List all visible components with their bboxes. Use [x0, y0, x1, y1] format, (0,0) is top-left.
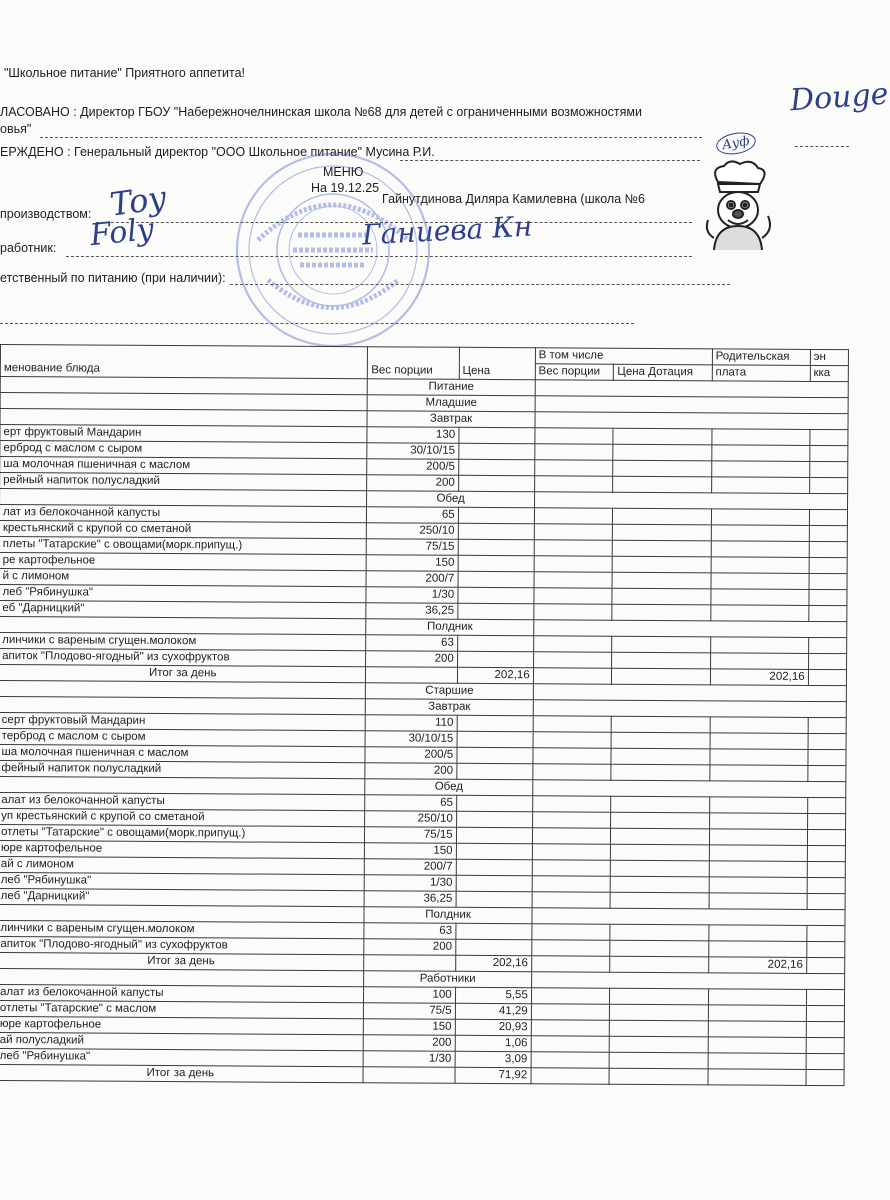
dish-name: апиток "Плодово-ягодный" из сухофруктов: [0, 648, 366, 666]
subsidy-price: [610, 956, 708, 973]
energy-value: [809, 589, 847, 605]
included-weight: [531, 1020, 610, 1036]
price: 202,16: [457, 667, 533, 683]
price: [458, 507, 534, 523]
section-label: Завтрак: [367, 411, 534, 428]
price: [458, 443, 534, 459]
price: [457, 747, 533, 763]
parent-payment: [710, 749, 808, 766]
subsidy-price: [613, 460, 711, 477]
subsidy-price: [612, 636, 710, 653]
parent-payment: [711, 525, 809, 542]
included-weight: [532, 796, 611, 812]
subsidy-price: [612, 652, 710, 669]
section-label: Обед: [365, 779, 532, 796]
portion-weight: 200: [367, 475, 458, 492]
portion-weight: 1/30: [365, 875, 456, 892]
dish-name: линчики с вареным сгущен.молоком: [0, 920, 364, 938]
portion-weight: [364, 955, 455, 972]
section-label: Полдник: [366, 619, 533, 636]
included-weight: [534, 508, 613, 524]
subsidy-price: [610, 940, 708, 957]
subsidy-price: [613, 572, 711, 589]
energy-value: [809, 509, 847, 525]
price: [458, 603, 534, 619]
portion-weight: 200: [364, 1035, 455, 1052]
parent-payment: 202,16: [710, 669, 808, 686]
section-label: Полдник: [364, 907, 531, 924]
price: [458, 539, 534, 555]
portion-weight: 250/10: [365, 811, 456, 828]
portion-weight: 150: [364, 1019, 455, 1036]
included-weight: [534, 476, 613, 492]
section-label: Питание: [368, 379, 535, 396]
worker-signature-second: Ганиева Кн: [361, 209, 534, 252]
parent-payment: [710, 733, 808, 750]
dish-name: крестьянский с крупой со сметаной: [0, 520, 367, 538]
parent-payment: [711, 445, 809, 462]
portion-weight: 200/7: [365, 859, 456, 876]
total-label: Итог за день: [0, 952, 364, 970]
subsidy-price: [611, 828, 709, 845]
energy-value: [806, 957, 844, 973]
dish-name: еб "Дарницкий": [0, 600, 366, 618]
subsidy-price: [611, 748, 709, 765]
portion-weight: 30/10/15: [365, 731, 456, 748]
energy-value: [808, 605, 846, 621]
section-fill: [532, 908, 845, 926]
parent-payment: [709, 845, 807, 862]
portion-weight: 75/5: [364, 1003, 455, 1020]
dish-name: апиток "Плодово-ягодный" из сухофруктов: [0, 936, 364, 954]
dish-name: й с лимоном: [0, 568, 366, 586]
dish-name: алат из белокочанной капусты: [0, 984, 364, 1002]
section-label: Младшие: [367, 395, 534, 412]
price: 20,93: [455, 1019, 531, 1035]
energy-value: [808, 653, 846, 669]
included-weight: [532, 828, 611, 844]
parent-payment: [712, 429, 810, 446]
subsidy-price: [613, 540, 711, 557]
dish-name: леб "Дарницкий": [0, 888, 365, 906]
confirmed-line: ЕРЖДЕНО : Генеральный директор "ООО Школьное питание" Мусина Р.И.: [0, 145, 435, 159]
price: 71,92: [455, 1067, 531, 1083]
portion-weight: 110: [366, 715, 457, 732]
energy-value: [806, 1037, 844, 1053]
energy-value: [806, 941, 844, 957]
worker-label: работник:: [0, 241, 57, 255]
parent-payment: [711, 589, 809, 606]
subsidy-price: [610, 1020, 708, 1037]
parent-payment: [710, 765, 808, 782]
energy-value: [809, 541, 847, 557]
section-fill: [532, 780, 845, 798]
portion-weight: 200: [366, 651, 457, 668]
director-signature: Douge: [788, 76, 890, 119]
dish-name: юре картофельное: [0, 840, 365, 858]
section-fill: [535, 380, 848, 398]
chef-cartoon-image: [700, 160, 775, 260]
subsidy-price: [612, 716, 710, 733]
included-weight: [533, 652, 612, 668]
included-weight: [532, 812, 611, 828]
included-weight: [533, 748, 612, 764]
price: [456, 859, 532, 875]
section-fill: [535, 396, 848, 414]
included-weight: [534, 524, 613, 540]
subsidy-price: [613, 476, 711, 493]
parent-payment: [710, 653, 808, 670]
portion-weight: 1/30: [363, 1051, 454, 1068]
included-weight: [533, 764, 612, 780]
energy-value: [809, 557, 847, 573]
total-label: Итог за день: [0, 664, 366, 682]
dish-name: леб "Рябинушка": [0, 584, 366, 602]
portion-weight: 150: [365, 843, 456, 860]
portion-weight: 75/15: [365, 827, 456, 844]
included-weight: [535, 428, 614, 444]
dish-name: отлеты "Татарские" с овощами(морк.припущ.): [0, 824, 365, 842]
included-weight: [531, 1004, 610, 1020]
column-header-weight: Вес порции: [368, 347, 460, 380]
dish-name: отлеты "Татарские" с маслом: [0, 1000, 364, 1018]
included-weight: [532, 892, 611, 908]
parent-payment: [711, 477, 809, 494]
price: 3,09: [455, 1051, 531, 1067]
dish-name: лат из белокочанной капусты: [0, 505, 367, 523]
column-header-energy: эн: [810, 349, 848, 365]
parent-payment: [708, 1021, 806, 1038]
dish-name: рейный напиток полусладкий: [0, 473, 367, 491]
price: [456, 843, 532, 859]
price: [456, 795, 532, 811]
parent-payment: [708, 1069, 806, 1086]
price: [456, 891, 532, 907]
included-weight: [533, 716, 612, 732]
column-header-parent-pay-2: плата: [712, 365, 810, 382]
dish-name: плеты "Татарские" с овощами(морк.припущ.): [0, 536, 367, 554]
portion-weight: 200/5: [367, 459, 458, 476]
dish-name: линчики с вареным сгущен.молоком: [0, 632, 366, 650]
portion-weight: 200: [365, 763, 456, 780]
portion-weight: 75/15: [367, 539, 458, 556]
price: [458, 459, 534, 475]
subsidy-price: [610, 1036, 708, 1053]
portion-weight: 30/10/15: [367, 443, 458, 460]
parent-payment: [708, 1053, 806, 1070]
dish-name: фейный напиток полусладкий: [0, 760, 365, 778]
included-weight: [534, 604, 613, 620]
price: [456, 875, 532, 891]
parent-payment: [711, 461, 809, 478]
section-fill: [531, 972, 844, 990]
parent-payment: [709, 813, 807, 830]
subsidy-price: [612, 668, 710, 685]
price: 5,55: [455, 987, 531, 1003]
dish-name: ай полусладкий: [0, 1032, 364, 1050]
price: [458, 555, 534, 571]
parent-payment: [711, 557, 809, 574]
included-weight: [533, 668, 612, 684]
energy-value: [806, 989, 844, 1005]
price: 1,06: [455, 1035, 531, 1051]
included-weight: [533, 732, 612, 748]
responsible-label: етственный по питанию (при наличии):: [0, 271, 226, 285]
column-header-price: Цена: [459, 347, 535, 379]
section-fill: [533, 700, 846, 718]
included-weight: [534, 460, 613, 476]
confirmed-signature-line: [400, 160, 700, 161]
energy-value: [808, 669, 846, 685]
price: [457, 731, 533, 747]
energy-value: [810, 429, 848, 445]
included-weight: [534, 540, 613, 556]
dish-name: серт фруктовый Мандарин: [0, 712, 366, 730]
energy-value: [807, 797, 845, 813]
portion-weight: [363, 1067, 454, 1084]
dish-name: ерброд с маслом с сыром: [0, 441, 367, 459]
included-weight: [532, 860, 611, 876]
portion-weight: 130: [367, 427, 458, 444]
included-weight: [532, 876, 611, 892]
subsidy-price: [611, 860, 709, 877]
subsidy-price: [610, 988, 708, 1005]
parent-payment: [708, 941, 806, 958]
dish-name: ай с лимоном: [0, 856, 365, 874]
subsidy-price: [611, 892, 709, 909]
energy-value: [807, 861, 845, 877]
energy-value: [807, 877, 845, 893]
price: [457, 635, 533, 651]
price: [457, 715, 533, 731]
subsidy-price: [612, 588, 710, 605]
energy-value: [808, 717, 846, 733]
portion-weight: 36,25: [366, 603, 457, 620]
production-signature: Toy: [107, 178, 169, 224]
menu-title: МЕНЮ: [323, 165, 364, 179]
parent-payment: [708, 989, 806, 1006]
parent-payment: [710, 717, 808, 734]
production-label: производством:: [0, 207, 92, 221]
price: [458, 571, 534, 587]
section-label: Старшие: [366, 683, 533, 700]
subsidy-price: [611, 812, 709, 829]
included-weight: [532, 844, 611, 860]
subsidy-price: [611, 796, 709, 813]
parent-payment: [709, 829, 807, 846]
included-weight: [534, 588, 613, 604]
parent-payment: [709, 925, 807, 942]
price: [457, 763, 533, 779]
energy-value: [807, 845, 845, 861]
parent-payment: [709, 893, 807, 910]
price: [458, 475, 534, 491]
approved-line-continued: овья": [0, 122, 32, 136]
column-header-energy-2: кка: [810, 365, 848, 381]
portion-weight: 150: [366, 555, 457, 572]
section-label: Завтрак: [366, 699, 533, 716]
included-weight: [531, 1052, 610, 1068]
dish-name: ша молочная пшеничная с маслом: [0, 457, 367, 475]
price: [456, 827, 532, 843]
dish-name: леб "Рябинушка": [0, 1048, 364, 1066]
price: 202,16: [455, 955, 531, 971]
parent-payment: [709, 877, 807, 894]
included-weight: [534, 556, 613, 572]
energy-value: [807, 813, 845, 829]
subsidy-price: [611, 876, 709, 893]
menu-date: На 19.12.25: [311, 181, 380, 195]
section-fill: [533, 620, 846, 638]
parent-payment: 202,16: [708, 957, 806, 974]
small-signature: Ауф: [714, 130, 757, 158]
dish-name: уп крестьянский с крупой со сметаной: [0, 808, 365, 826]
price: [459, 427, 535, 443]
subsidy-price: [612, 732, 710, 749]
price: [458, 587, 534, 603]
price: 41,29: [455, 1003, 531, 1019]
portion-weight: 63: [364, 923, 455, 940]
energy-value: [809, 445, 847, 461]
column-header-including: В том числе: [535, 348, 712, 365]
subsidy-price: [609, 1068, 707, 1085]
subsidy-price: [613, 556, 711, 573]
section-fill: [534, 492, 847, 510]
energy-value: [807, 925, 845, 941]
included-weight: [531, 956, 610, 972]
dish-name: ерт фруктовый Мандарин: [0, 425, 367, 443]
parent-payment: [708, 1005, 806, 1022]
worker-name: Гайнутдинова Диляра Камилевна (школа №6: [382, 192, 645, 206]
parent-payment: [709, 797, 807, 814]
column-header-inc-weight: Вес порции: [535, 364, 614, 380]
portion-weight: 250/10: [367, 523, 458, 540]
round-stamp: [228, 150, 438, 350]
column-header-name: менование блюда: [0, 345, 368, 379]
table-header-row: [0, 345, 848, 366]
portion-weight: 200/5: [365, 747, 456, 764]
price: [456, 923, 532, 939]
energy-value: [809, 477, 847, 493]
subsidy-price: [611, 844, 709, 861]
energy-value: [807, 893, 845, 909]
included-weight: [531, 1036, 610, 1052]
parent-payment: [708, 1037, 806, 1054]
section-fill: [533, 684, 846, 702]
dish-name: терброд с маслом с сыром: [0, 728, 366, 746]
price: [457, 651, 533, 667]
energy-value: [809, 461, 847, 477]
parent-payment: [710, 605, 808, 622]
portion-weight: [366, 667, 457, 684]
worker-signature: Foly: [88, 211, 156, 254]
column-header-inc-price: Цена Дотация: [614, 364, 712, 381]
subsidy-price: [610, 1004, 708, 1021]
parent-payment: [711, 509, 809, 526]
energy-value: [809, 573, 847, 589]
parent-payment: [711, 541, 809, 558]
dish-name: юре картофельное: [0, 1016, 364, 1034]
portion-weight: 65: [367, 507, 458, 524]
included-weight: [533, 636, 612, 652]
organization-line: "Школьное питание" Приятного аппетита!: [4, 66, 246, 80]
approved-line: ЛАСОВАНО : Директор ГБОУ "Набережночелнинская школа №68 для детей с ограниченными возможностями: [0, 105, 642, 119]
price: [456, 811, 532, 827]
subsidy-price: [610, 924, 708, 941]
subsidy-price: [613, 508, 711, 525]
included-weight: [531, 940, 610, 956]
parent-payment: [711, 573, 809, 590]
subsidy-price: [611, 764, 709, 781]
energy-value: [809, 525, 847, 541]
energy-value: [807, 765, 845, 781]
dish-name: ре картофельное: [0, 552, 367, 570]
portion-weight: 200/7: [366, 571, 457, 588]
included-weight: [531, 1068, 610, 1084]
total-label: Итог за день: [0, 1064, 363, 1082]
menu-table: [0, 344, 849, 1086]
energy-value: [808, 637, 846, 653]
section-label: Работники: [364, 971, 531, 988]
energy-value: [806, 1021, 844, 1037]
energy-value: [806, 1053, 844, 1069]
subsidy-price: [613, 524, 711, 541]
price: [455, 939, 531, 955]
subsidy-price: [610, 1052, 708, 1069]
dish-name: леб "Рябинушка": [0, 872, 365, 890]
included-weight: [531, 988, 610, 1004]
energy-value: [806, 1005, 844, 1021]
energy-value: [807, 829, 845, 845]
energy-value: [808, 733, 846, 749]
dish-name: алат из белокочанной капусты: [0, 792, 365, 810]
energy-value: [808, 749, 846, 765]
director-signature-line: [795, 146, 849, 147]
section-fill: [535, 412, 848, 430]
portion-weight: 63: [366, 635, 457, 652]
portion-weight: 36,25: [364, 891, 455, 908]
portion-weight: 200: [364, 939, 455, 956]
subsidy-price: [613, 444, 711, 461]
portion-weight: 100: [364, 987, 455, 1004]
included-weight: [532, 924, 611, 940]
parent-payment: [710, 637, 808, 654]
section-label: Обед: [367, 491, 534, 508]
portion-weight: 65: [365, 795, 456, 812]
column-header-parent-pay: Родительская: [712, 349, 810, 366]
portion-weight: 1/30: [366, 587, 457, 604]
dish-name: ша молочная пшеничная с маслом: [0, 744, 365, 762]
price: [458, 523, 534, 539]
parent-payment: [709, 861, 807, 878]
included-weight: [535, 444, 614, 460]
approved-signature-line: [40, 137, 702, 138]
subsidy-price: [613, 428, 711, 445]
included-weight: [534, 572, 613, 588]
subsidy-price: [612, 604, 710, 621]
energy-value: [806, 1069, 844, 1085]
